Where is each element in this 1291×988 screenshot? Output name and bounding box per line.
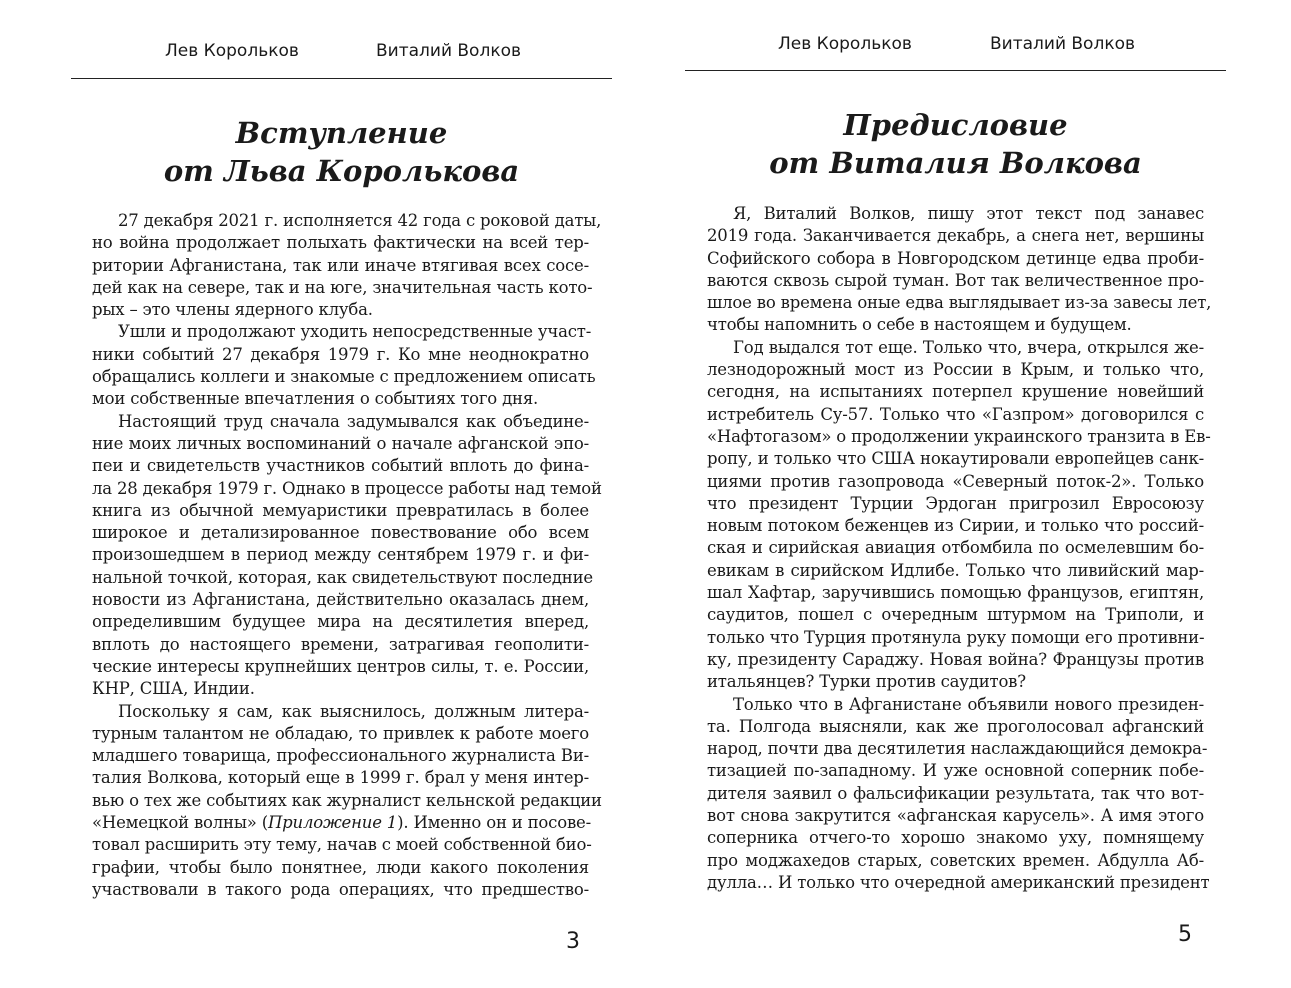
body-text <box>92 210 602 901</box>
text-line: новым потоком беженцев из Сирии, и только что россий- <box>707 516 1204 536</box>
text-line: итальянцев? Турки против саудитов? <box>707 672 1026 692</box>
text-fragment: ). Именно он и посове- <box>397 813 591 833</box>
text-line: определившим будущее мира на десятилетия вперед, <box>92 612 589 632</box>
text-line: дулла… И только что очередной американский президент <box>707 872 1210 892</box>
text-line: про моджахедов старых, советских времен. Абдулла Аб- <box>707 850 1204 870</box>
text-line: рых – это члены ядерного клуба. <box>92 300 373 320</box>
text-line: Я, Виталий Волков, пишу этот текст под занавес <box>733 204 1204 223</box>
text-line: ропу, и только что США нокаутировали европейцев санк- <box>707 449 1204 469</box>
text-line: но война продолжает полыхать фактически на всей тер- <box>92 233 589 253</box>
running-header <box>645 34 1291 58</box>
text-line: лезнодорожный мост из России в Крым, и только что, <box>707 360 1204 380</box>
text-line: соперника отчего-то хорошо знакомо уху, помнящему <box>707 828 1204 848</box>
text-line: графии, чтобы было понятнее, люди какого поколения <box>92 857 589 877</box>
text-line: КНР, США, Индии. <box>92 679 255 699</box>
chapter-title <box>683 106 1228 182</box>
text-line: «Нафтогазом» о продолжении украинского транзита в Ев- <box>707 426 1211 446</box>
text-line: сегодня, на испытаниях потерпел крушение новейший <box>707 382 1204 402</box>
text-line: циями против газопровода «Северный поток-2». Только <box>707 471 1204 491</box>
text-line: дителя заявил о фальсификации результата, так что вот- <box>707 783 1204 803</box>
chapter-title-line-2: от Льва Королькова <box>163 154 520 188</box>
text-line: Софийского собора в Новгородском детинце едва проби- <box>707 248 1204 268</box>
text-line: саудитов, пошел с очередным штурмом на Триполи, и <box>707 605 1204 625</box>
text-line: Ушли и продолжают уходить непосредственные участ- <box>118 322 592 342</box>
page-number: 5 <box>1178 922 1192 947</box>
text-line: 27 декабря 2021 г. исполняется 42 года с роковой даты, <box>118 211 602 230</box>
text-line: младшего товарища, профессионального журналиста Ви- <box>92 746 589 766</box>
header-author-1: Лев Корольков <box>778 34 912 54</box>
text-line: дей как на севере, так и на юге, значительная часть кото- <box>92 277 593 297</box>
text-line: шлое во времена оные едва выглядывает из-за завесы лет, <box>707 293 1212 313</box>
chapter-title-line-2: от Виталия Волкова <box>769 146 1142 180</box>
text-line: шал Хафтар, заручившись помощью французов, египтян, <box>707 583 1204 603</box>
text-line: вот снова закрутится «афганская карусель». А имя этого <box>707 806 1204 826</box>
header-rule <box>71 78 612 79</box>
text-fragment: «Немецкой волны» ( <box>92 813 268 833</box>
text-line: произошедшем в период между сентябрем 1979 г. и фи- <box>92 545 589 565</box>
chapter-title-line-1: Вступление <box>235 116 448 150</box>
text-line: ческие интересы крупнейших центров силы, т. е. России, <box>92 656 589 676</box>
text-line: чтобы напомнить о себе в настоящем и будущем. <box>707 315 1132 335</box>
text-line: та. Полгода выясняли, как же проголосовал афганский <box>707 716 1204 736</box>
text-line: евикам в сирийском Идлибе. Только что ливийский мар- <box>707 560 1204 580</box>
text-line: ла 28 декабря 1979 г. Однако в процессе работы над темой <box>92 478 602 498</box>
text-line: что президент Турции Эрдоган пригрозил Евросоюзу <box>707 493 1204 513</box>
body-text <box>707 203 1212 894</box>
text-line: только что Турция протянула руку помощи его противни- <box>707 627 1205 647</box>
text-line: широкое и детализированное повествование обо всем <box>92 523 589 543</box>
text-line: истребитель Су-57. Только что «Газпром» договорился с <box>707 404 1204 424</box>
text-line: ская и сирийская авиация отбомбила по осмелевшим бо- <box>707 538 1204 558</box>
text-line: ку, президенту Сараджу. Новая война? Французы против <box>707 649 1204 669</box>
text-line: книга из обычной мемуаристики превратилась в более <box>92 500 589 520</box>
text-line: талия Волкова, который еще в 1999 г. брал у меня интер- <box>92 768 589 788</box>
header-author-2: Виталий Волков <box>990 34 1136 54</box>
running-header <box>0 41 645 65</box>
text-line: Настоящий труд сначала задумывался как объедине- <box>118 411 589 431</box>
left-page <box>0 0 645 988</box>
text-line: 2019 года. Заканчивается декабрь, а снега нет, вершины <box>707 226 1204 246</box>
text-line: ники событий 27 декабря 1979 г. Ко мне неоднократно <box>92 344 589 364</box>
text-line: обращались коллеги и знакомые с предложением описать <box>92 367 596 387</box>
text-line: ваются сквозь сырой туман. Вот так величественное про- <box>707 270 1204 290</box>
text-line: тизацией по-западному. И уже основной соперник побе- <box>707 761 1204 781</box>
text-line: турным талантом не обладаю, то привлек к работе моего <box>92 723 589 743</box>
text-line: мои собственные впечатления о событиях того дня. <box>92 389 539 409</box>
text-line: участвовали в такого рода операциях, что предшество- <box>92 879 589 899</box>
text-line: ритории Афганистана, так или иначе втягивая всех сосе- <box>92 255 589 275</box>
chapter-title-line-1: Предисловие <box>843 108 1068 142</box>
appendix-reference: Приложение 1 <box>267 813 398 833</box>
right-page <box>645 0 1291 988</box>
text-line: новости из Афганистана, действительно оказалась днем, <box>92 590 589 610</box>
text-line: народ, почти два десятилетия наслаждающийся демокра- <box>707 739 1208 759</box>
text-line: вью о тех же событиях как журналист кельнской редакции <box>92 790 602 810</box>
header-author-1: Лев Корольков <box>165 41 299 61</box>
header-author-2: Виталий Волков <box>376 41 522 61</box>
text-line: вплоть до настоящего времени, затрагивая геополити- <box>92 634 589 654</box>
text-line: нальной точкой, которая, как свидетельствуют последние <box>92 567 593 587</box>
chapter-title <box>70 114 613 190</box>
text-line: товал расширить эту тему, начав с моей собственной био- <box>92 835 592 855</box>
text-line <box>92 812 589 834</box>
text-line: пеи и свидетельств участников событий вплоть до фина- <box>92 456 589 476</box>
header-rule <box>685 70 1226 71</box>
text-line: Только что в Афганистане объявили нового президен- <box>733 694 1204 714</box>
page-number: 3 <box>566 929 580 954</box>
text-line: Год выдался тот еще. Только что, вчера, открылся же- <box>733 337 1204 357</box>
text-line: Поскольку я сам, как выяснилось, должным литера- <box>118 701 589 721</box>
text-line: ние моих личных воспоминаний о начале афганской эпо- <box>92 433 589 453</box>
